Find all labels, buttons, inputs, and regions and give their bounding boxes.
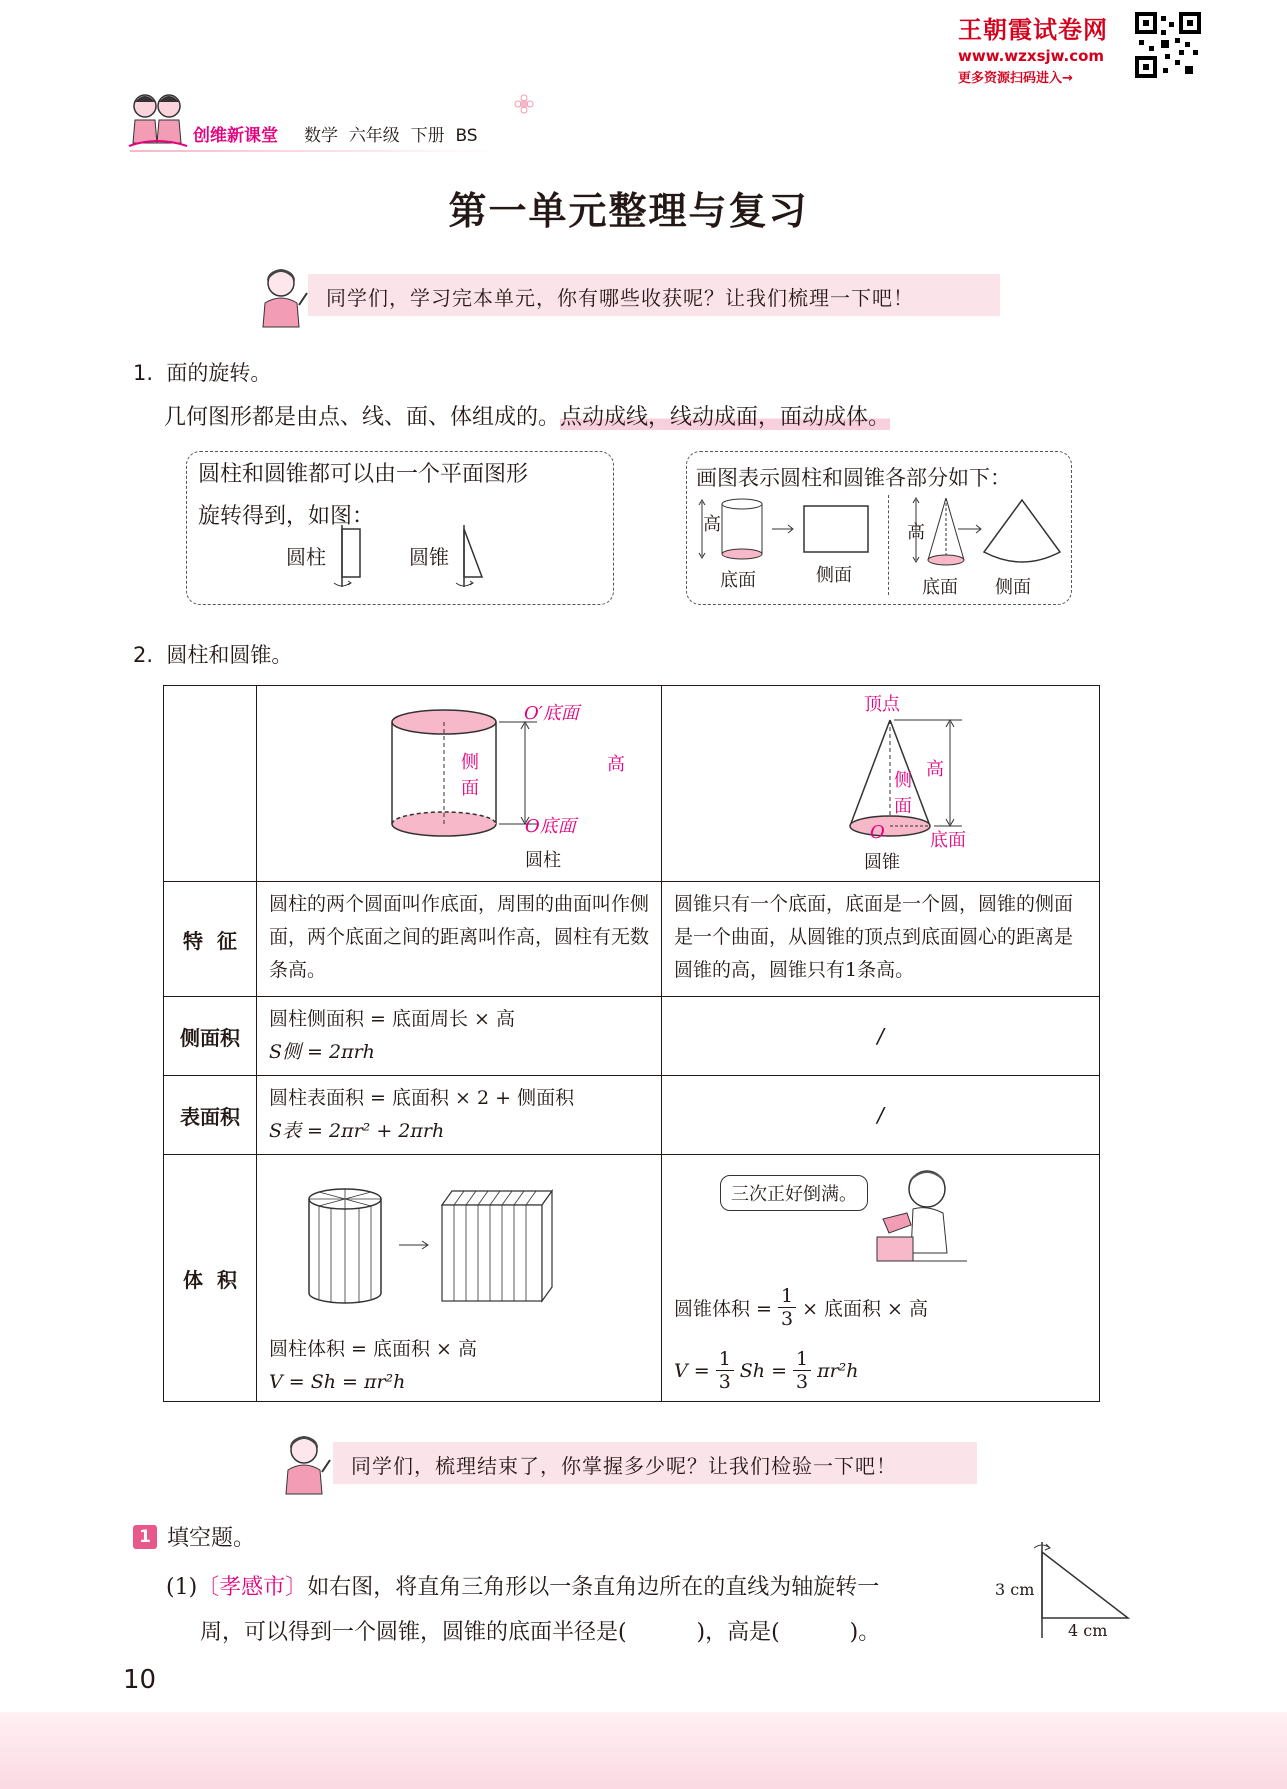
cylinder-volume-cell (257, 1155, 662, 1402)
header-book-info (304, 121, 478, 146)
check-bubble (333, 1442, 977, 1484)
cone-volume-symbolic (674, 1348, 859, 1393)
parts-box-title: 画图表示圆柱和圆锥各部分如下： (696, 466, 1011, 490)
rotation-box-line1: 圆柱和圆锥都可以由一个平面图形 (198, 462, 529, 487)
boy-pouring-icon (847, 1161, 967, 1271)
question-1-tag: 〔孝感市〕 (197, 1575, 308, 1600)
cylinder-volume-text (257, 1333, 489, 1399)
cone-volume-formula-a: 圆锥体积 = (674, 1298, 772, 1320)
fraction-denominator-2: 3 (718, 1371, 731, 1393)
header-grade: 六年级 (348, 126, 400, 146)
triangle-vertical-label: 3 cm (995, 1580, 1035, 1599)
header-divider (130, 150, 500, 152)
rotating-rectangle-icon (328, 521, 368, 591)
intro-bubble-text: 同学们，学习完本单元，你有哪些收获呢？让我们梳理一下吧！ (326, 286, 914, 310)
cone-features-text: 圆锥只有一个底面，底面是一个圆，圆锥的侧面是一个曲面，从圆锥的顶点到底面圆心的距离是圆锥的高，圆锥只有1条高。 (662, 882, 1100, 997)
watermark-tagline: 更多资源扫码进入→ (958, 71, 1073, 86)
question-1-line1 (166, 1570, 879, 1601)
cone-volume-formula-b: × 底面积 × 高 (802, 1298, 929, 1320)
cone-base-label: 底面 (922, 577, 958, 598)
cylinder-top-label: O′底面 (524, 703, 579, 724)
cylinder-bottom-label: O底面 (525, 816, 576, 837)
parts-divider (888, 495, 890, 595)
fraction-one-third (778, 1285, 796, 1330)
fraction-numerator-2: 1 (716, 1348, 734, 1371)
row-head-features: 特 征 (164, 882, 257, 997)
fraction-numerator-3: 1 (793, 1348, 811, 1371)
cylinder-lateral-area-cell (257, 997, 662, 1076)
cone-side-label-1: 侧 (894, 770, 912, 791)
exercise-title: 填空题。 (167, 1526, 256, 1551)
cone-figure-cell (662, 686, 1100, 882)
page-title: 第一单元整理与复习 (448, 189, 809, 233)
section1-text-highlight: 点动成线，线动成面，面动成体。 (560, 405, 891, 430)
cylinder-surface-area-formula: 圆柱表面积 = 底面积 × 2 + 侧面积 (269, 1087, 575, 1109)
cone-side-label: 侧面 (995, 577, 1031, 598)
check-bubble-text: 同学们，梳理结束了，你掌握多少呢？让我们检验一下吧！ (351, 1454, 897, 1478)
header-edition: BS (455, 126, 478, 146)
cylinder-side-label-1: 侧 (461, 752, 479, 773)
speech-bubble-text: 三次正好倒满。 (731, 1184, 857, 1205)
fraction-one-third-3 (793, 1348, 811, 1393)
cone-base-label: 底面 (930, 830, 966, 851)
cone-volume-symbolic-b: Sh = (739, 1359, 787, 1382)
cone-volume-cell (662, 1155, 1100, 1402)
cyl-height-label: 高 (700, 514, 721, 532)
cone-height-label: 高 (926, 759, 944, 780)
comparison-table (163, 685, 1100, 1402)
exercise-number-badge: 1 (133, 1525, 157, 1549)
qr-code-icon[interactable] (1135, 12, 1201, 78)
section1-text (164, 400, 890, 431)
question-1-prefix: (1) (166, 1575, 198, 1600)
cone-lateral-area-cell: / (662, 997, 1100, 1076)
cone-surface-area-cell: / (662, 1076, 1100, 1155)
cylinder-volume-symbolic: V = Sh = πr²h (269, 1371, 406, 1393)
question-1-line2: 周，可以得到一个圆锥，圆锥的底面半径是( )，高是( )。 (200, 1620, 881, 1645)
rotation-cone-label: 圆锥 (409, 545, 449, 569)
cone-side-label-2: 面 (894, 796, 912, 817)
question-1-text-1: 如右图，将直角三角形以一条直角边所在的直线为轴旋转一 (307, 1575, 880, 1600)
row-head-lateral-area: 侧面积 (164, 997, 257, 1076)
speech-bubble (720, 1175, 868, 1211)
teacher-avatar-2-icon (278, 1430, 333, 1496)
cone-apex-label: 顶点 (864, 694, 900, 715)
teacher-avatar-icon (255, 263, 310, 329)
cylinder-height-label: 高 (607, 754, 625, 775)
fraction-denominator: 3 (780, 1308, 794, 1330)
rotation-cylinder-label: 圆柱 (286, 545, 326, 569)
cylinder-lateral-area-formula: 圆柱侧面积 = 底面周长 × 高 (269, 1008, 515, 1030)
header-kids-logo-icon (125, 88, 190, 153)
watermark (958, 10, 1133, 86)
cylinder-side-label-2: 面 (461, 778, 479, 799)
cylinder-surface-area-symbolic: S表 = 2πr² + 2πrh (269, 1120, 445, 1142)
cylinder-lateral-area-symbolic: S侧 = 2πrh (269, 1041, 375, 1063)
cylinder-caption: 圆柱 (525, 850, 561, 871)
fraction-numerator: 1 (778, 1285, 796, 1308)
watermark-name: 王朝霞试卷网 (958, 16, 1108, 44)
cone-center-label: O (870, 822, 885, 843)
header-volume: 下册 (410, 126, 445, 146)
cylinder-volume-formula: 圆柱体积 = 底面积 × 高 (269, 1338, 477, 1360)
cylinder-surface-area-cell (257, 1076, 662, 1155)
header-subject: 数学 (304, 126, 338, 146)
table-corner-cell (164, 686, 257, 882)
flower-decoration-icon (512, 92, 536, 116)
cone-volume-formula (674, 1285, 928, 1330)
section1-heading: 1. 面的旋转。 (133, 361, 272, 385)
section2-heading: 2. 圆柱和圆锥。 (133, 643, 293, 667)
footer-band (0, 1712, 1287, 1789)
row-head-volume: 体 积 (164, 1155, 257, 1402)
watermark-url[interactable]: www.wzxsjw.com (958, 47, 1105, 65)
header-series: 创维新课堂 (193, 126, 278, 146)
cyl-base-label: 底面 (720, 570, 756, 591)
fraction-one-third-2 (716, 1348, 734, 1393)
triangle-horizontal-label: 4 cm (1068, 1621, 1108, 1640)
cylinder-features-text: 圆柱的两个圆面叫作底面，周围的曲面叫作侧面，两个底面之间的距离叫作高，圆柱有无数条高。 (257, 882, 662, 997)
cone-volume-symbolic-c: πr²h (817, 1359, 859, 1382)
fraction-denominator-3: 3 (796, 1371, 809, 1393)
intro-bubble (308, 274, 1000, 316)
rotation-box-line2: 旋转得到，如图： (198, 504, 375, 529)
page-number: 10 (123, 1665, 157, 1695)
rotating-triangle-icon (452, 521, 492, 591)
section1-text-plain: 几何图形都是由点、线、面、体组成的。 (164, 405, 561, 430)
cone-caption: 圆锥 (864, 852, 900, 873)
cone-height-label: 高 (904, 522, 925, 540)
cyl-side-label: 侧面 (816, 565, 852, 586)
cylinder-figure-cell (257, 686, 662, 882)
cylinder-slices-diagram (307, 1185, 607, 1315)
row-head-surface-area: 表面积 (164, 1076, 257, 1155)
cone-volume-symbolic-a: V = (674, 1359, 710, 1382)
